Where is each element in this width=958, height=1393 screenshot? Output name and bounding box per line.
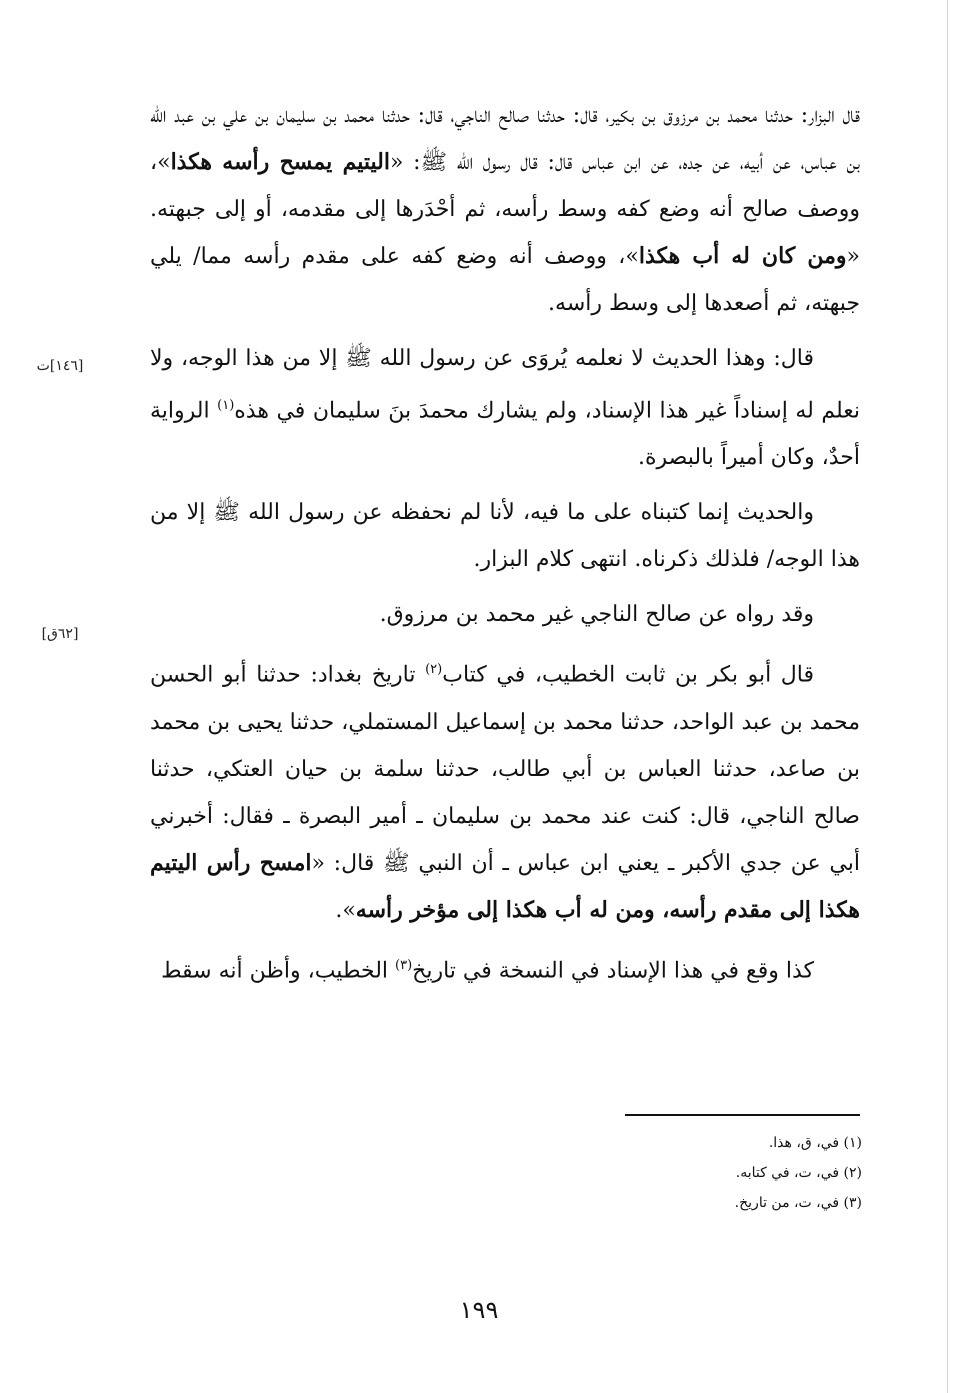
footnote-text: في، ت، في كتابه. bbox=[735, 1165, 840, 1181]
text-run: الرواية أحدٌ، وكان أميراً بالبصرة. bbox=[150, 398, 860, 471]
footnote-marker: (٣) bbox=[395, 957, 413, 973]
footnote-text: في، ت، من تاريخ. bbox=[734, 1195, 840, 1211]
paragraph-1 bbox=[150, 92, 860, 327]
main-text bbox=[150, 92, 860, 994]
page-edge-line bbox=[947, 0, 948, 1393]
margin-note-q62: [٦٢ق] bbox=[41, 626, 79, 642]
text-run: قال أبو بكر بن ثابت الخطيب، في كتاب bbox=[442, 662, 815, 688]
paragraph-5 bbox=[150, 646, 860, 933]
hadith-text: ومن كان له أب هكذا bbox=[638, 243, 847, 269]
footnote-3 bbox=[500, 1188, 862, 1218]
text-run: قال البزار: حدثنا محمد بن مرزوق بن بكير، قال: حدثنا صالح الناجي، قال: حدثنا محمد بن سليمان بن علي بن عبد الله بن عباس، عن أبيه، عن جده، عن ابن عباس قال: قال رسول الله ﷺ: « bbox=[150, 103, 860, 175]
footnote-number: (١) bbox=[843, 1135, 862, 1151]
footnotes bbox=[500, 1128, 862, 1218]
text-run: الخطيب، وأظن أنه سقط bbox=[161, 957, 396, 983]
page-number: ١٩٩ bbox=[459, 1296, 499, 1324]
paragraph-2 bbox=[150, 335, 860, 481]
footnote-number: (٣) bbox=[843, 1195, 862, 1211]
text-run: ». bbox=[335, 897, 356, 923]
text-run: كذا وقع في هذا الإسناد في النسخة في تاريخ bbox=[412, 957, 814, 983]
paragraph-6 bbox=[150, 942, 860, 994]
footnote-1 bbox=[500, 1128, 862, 1158]
paragraph-4 bbox=[150, 591, 860, 638]
hadith-text: اليتيم يمسح رأسه هكذا bbox=[170, 149, 390, 175]
text-run: »، ووصف صالح أنه وضع كفه وسط رأسه، ثم أحْدَرها إلى مقدمه، أو إلى جبهته. « bbox=[150, 150, 860, 269]
margin-note-t146: [١٤٦]ت bbox=[36, 358, 84, 374]
text-run: قال: وهذا الحديث لا نعلمه يُروَى عن رسول الله ﷺ إلا من هذا الوجه، ولا نعلم له إسناداً غير هذا الإسناد، ولم يشارك محمدَ بنَ سليمان في هذه bbox=[150, 346, 860, 424]
footnote-marker: (٢) bbox=[425, 662, 443, 678]
text-run: والحديث إنما كتبناه على ما فيه، لأنا لم نحفظه عن رسول الله ﷺ إلا من هذا الوجه/ فلذلك ذكرناه. انتهى كلام البزار. bbox=[150, 500, 860, 573]
text-run: وقد رواه عن صالح الناجي غير محمد بن مرزوق. bbox=[379, 602, 814, 628]
text-run: »، ووصف أنه وضع كفه على مقدم رأسه مما/ يلي جبهته، ثم أصعدها إلى وسط رأسه. bbox=[150, 244, 860, 316]
footnote-2 bbox=[500, 1158, 862, 1188]
footnote-text: في، ق، هذا. bbox=[768, 1135, 840, 1151]
hadith-text: امسح رأس اليتيم هكذا إلى مقدم رأسه، ومن له أب هكذا إلى مؤخر رأسه bbox=[150, 849, 860, 923]
text-run: تاريخ بغداد: حدثنا أبو الحسن محمد بن عبد الواحد، حدثنا محمد بن إسماعيل المستملي، حدثنا يحيى بن محمد بن صاعد، حدثنا العباس بن أبي طالب، حدثنا سلمة بن حيان العتكي، حدثنا صالح الناجي، قال: كنت عند محمد بن سليمان ـ أمير البصرة ـ فقال: أخبرني أبي عن جدي الأكبر ـ يعني ابن عباس ـ أن النبي ﷺ قال: « bbox=[150, 662, 860, 876]
footnote-marker: (١) bbox=[217, 398, 235, 413]
paragraph-3 bbox=[150, 489, 860, 583]
footnote-number: (٢) bbox=[843, 1165, 862, 1181]
footnote-separator bbox=[625, 1114, 860, 1116]
